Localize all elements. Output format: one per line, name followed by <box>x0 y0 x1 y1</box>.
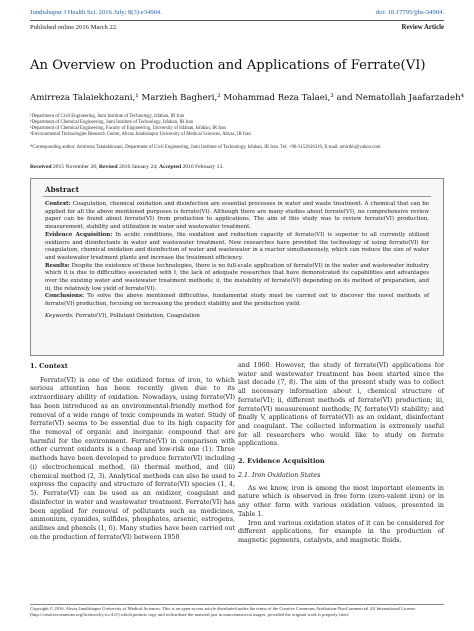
article-title: An Overview on Production and Applications of Ferrate(VI) <box>30 58 426 73</box>
affiliation-item: ¹Department of Civil Engineering, Jami Institute of Technology, Isfahan, IR Iran <box>30 114 185 119</box>
abstract-keywords <box>45 313 429 321</box>
context-text: Coagulation, chemical oxidation and disinfection are essential processes in water and waste treatment. A chemical that can be applied for all the above mentioned purposes is ferrate(VI). Although there are many studies about ferrate(VI), no comprehensive review paper can be found about ferrate(VI) from production to applications. The aim of this study was to review ferrate(VI) production, measurement, stability and utilization in water and wastewater treatment. <box>45 201 429 231</box>
affiliation-item: ⁴Environmental Technologies Research Center, Ahvaz Jundishapur University of Medical Sciences, Ahvaz, IR Iran <box>30 132 251 138</box>
keywords-label: Keywords: <box>45 312 74 319</box>
article-type: Review Article <box>401 24 444 31</box>
abstract-context <box>45 201 429 232</box>
doi-link[interactable]: doi: 10.17795/jjhs-34904. <box>375 9 444 16</box>
context-label: Context: <box>45 201 71 207</box>
evidence-text: In acidic conditions, the oxidation and reduction capacity of ferrate(VI) is superior to all currently utilized oxidizers and disinfectants in water and wastewater treatment. New researches have provided the technology of using ferrate(VI) for coagulation, chemical oxidation and disinfection of water and wastewater in a reactor simultaneously, which can reduce the size of water and wastewater treatment plants and increase the treatment efficiency. <box>45 231 430 261</box>
copyright-footer: Copyright © 2016, Ahvaz Jundishapur University of Medical Sciences. This is an open-access article distributed under the terms of the Creative Commons Attribution-NonCommercial 4.0 International License (http://creativecommons.org/licenses/by-nc/4.0/) which permits copy and redistribute the material just in noncommercial usages, provided the original work is properly cited. <box>30 606 416 617</box>
section-heading-evidence: 2. Evidence Acquisition <box>238 457 325 466</box>
paragraph: As we know, iron is among the most important elements in nature which is observed in free form (zero-valent iron) or in any other form with various oxidation values, presented in Table 1. <box>238 484 444 518</box>
abstract-box <box>30 178 444 356</box>
abstract-heading: Abstract <box>45 185 80 194</box>
accepted-date: 2016 February 13. <box>182 164 224 170</box>
conclusions-label: Conclusions: <box>45 293 85 300</box>
section-heading-context: 1. Context <box>30 362 68 370</box>
abstract-body <box>45 201 429 321</box>
evidence-label: Evidence Acquisition: <box>45 231 113 238</box>
right-column <box>238 362 444 546</box>
affiliation-item: ²Department of Chemical Engineering, Jami Institute of Technology, Isfahan, IR Iran <box>30 120 194 126</box>
published-date: Published online 2016 March 22. <box>30 24 118 31</box>
abstract-evidence <box>45 232 429 263</box>
paragraph: and 1960. However, the study of ferrate(VI) applications for water and wastewater treatment has been started since the last decade (7, 8). The aim of the present study was to collect all necessary information about i, chemical structure of ferrate(VI); ii, different methods of ferrate(VI) production; iii, ferrate(VI) measurement methods; IV, ferrate(VI) stability; and finally V, applications of ferrate(VI) as an oxidant, disinfectant and coagulant. The collected information is extremely useful for all researchers who would like to study on ferrate applications. <box>238 362 444 448</box>
keywords-text: Ferrate(VI), Pollutant Oxidation, Coagulation <box>75 312 200 319</box>
corresponding-author: *Corresponding author: Amirreza Talaiekhozani, Department of Civil Engineering, Jami Institute of Technology, Isfahan, IR Iran. Tel: +98-3152636319, E-mail: amirtkh@yahoo.com <box>30 145 381 150</box>
journal-citation[interactable]: Jundishapur J Health Sci. 2016 July; 8(3):e34904. <box>30 9 162 16</box>
affiliation-item: ³Department of Chemical Engineering, Faculty of Engineering, University of Isfahan, Isfahan, IR Iran <box>30 126 226 132</box>
revised-label: Revised <box>99 164 118 170</box>
paragraph: Ferrate(VI) is one of the oxidized forms of iron, to which serious attention has been recently given due to its extraordinary ability of oxidation. Nowadays, using ferrate(VI) has been introduced as an environmental-friendly method for removal of a wide range of toxic compounds in water. Study of ferrate(VI) seems to be essential due to its high capacity for the removal of organic and inorganic compound that are harmful for the environment. Ferrate(VI) in comparison with other current oxidants is a cheap and low-risk one (1). Three methods have been developed to produce ferrate(VI) including (i) electrochemical method, (ii) thermal method, and (iii) chemical method (2, 3). Analytical methods can also be used to express the capacity and structure of ferrate(VI) species (1, 4, 5). Ferrate(VI) can be used as an oxidizer, coagulant and disinfector in water and wastewater treatment. Ferrate(VI) has been applied for removal of pollutants such as medicines, ammonium, cyanides, sulfides, phosphates, arsenic, estrogens, anilines and phenols (1, 6). Many studies have been carried out on the production of ferrate(VI) between 1950 <box>30 376 235 541</box>
abstract-conclusions <box>45 293 429 308</box>
article-dates <box>30 164 224 170</box>
abstract-divider <box>43 196 431 197</box>
subsection-heading: 2.1. Iron Oxidation States <box>238 471 321 479</box>
abstract-results <box>45 263 429 294</box>
revised-date: 2016 January 24; <box>119 164 158 170</box>
results-label: Results: <box>45 262 70 269</box>
received-label: Received <box>30 164 52 170</box>
affiliations <box>30 114 251 138</box>
received-date: 2015 November 20; <box>52 164 98 170</box>
author-list: Amirreza Talaiekhozani,¹ Marzieh Bagheri,² Mohammad Reza Talaei,³ and Nematollah Jaafarzadeh⁴ <box>30 93 465 103</box>
footer-divider <box>30 604 444 605</box>
left-column <box>30 362 235 542</box>
conclusions-text: To solve the above mentioned difficulties, fundamental study must be carried out to discover the novel methods of ferrate(VI) production, focusing on increasing the product stability and the production yield. <box>45 293 429 308</box>
header-divider <box>30 20 444 21</box>
results-text: Despite the existence of these technologies, there is no full-scale application of ferrate(VI) in the water and wastewater industry which it is due to difficulties associated with I, the lack of adequate researches that have demonstrated its capabilities and advantages over the existing water and wastewater treatment methods; ii, the instability of ferrate(VI) depending on its method of preparation, and iii, the relatively low yield of ferrate(VI). <box>45 262 429 292</box>
paragraph: Iron and various oxidation states of it can be considered for different applications, for example in the production of magnetic pigments, catalysts, and magnetic fluids. <box>238 519 444 544</box>
accepted-label: Accepted <box>159 164 182 170</box>
